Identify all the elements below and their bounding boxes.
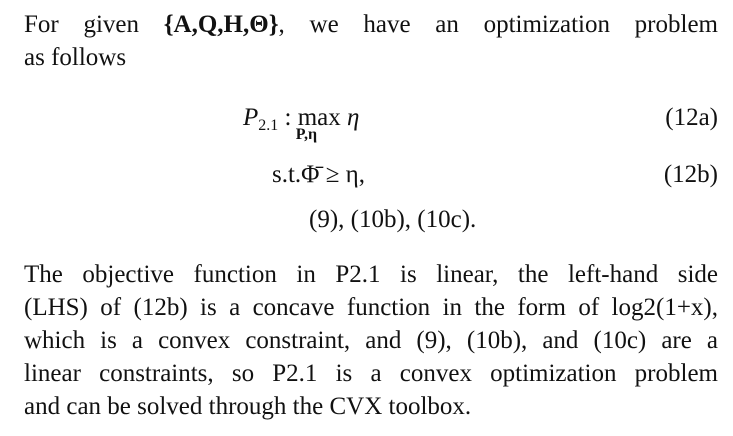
body-line-5: and can be solved through the CVX toolbox. xyxy=(24,393,472,420)
intro-paragraph xyxy=(24,8,718,74)
constraint-refs: (9), (10b), (10c). xyxy=(309,206,477,233)
max-label: max xyxy=(297,104,341,131)
intro-line-1 xyxy=(24,8,718,41)
constraint-12b: s.t.Φ̄ ≥ η, xyxy=(272,161,365,188)
equation-number-12a: (12a) xyxy=(665,104,718,131)
equation-12a xyxy=(243,103,360,143)
body-line-3: which is a convex constraint, and (9), (10b), and (10c) are a xyxy=(24,327,718,354)
variable-set: {A,Q,H,Θ} xyxy=(163,11,279,38)
objective-variable: η xyxy=(340,104,360,131)
body-line-4: linear constraints, so P2.1 is a convex optimization problem xyxy=(24,360,718,387)
max-operator xyxy=(295,103,341,143)
intro-line-2: as follows xyxy=(24,44,127,71)
body-line-1: The objective function in P2.1 is linear, the left-hand side xyxy=(24,261,718,288)
body-line-2: (LHS) of (12b) is a concave function in the form of log2(1+x), xyxy=(24,294,718,321)
intro-text-suffix: , we have an optimization problem xyxy=(278,11,718,38)
equation-number-12b: (12b) xyxy=(663,161,718,188)
max-subscript: P,η xyxy=(295,126,318,143)
problem-subscript: 2.1 xyxy=(258,117,279,134)
colon: : xyxy=(278,104,298,131)
problem-symbol: P xyxy=(243,104,259,131)
body-paragraph xyxy=(24,258,718,423)
intro-text-prefix: For given xyxy=(24,11,164,38)
